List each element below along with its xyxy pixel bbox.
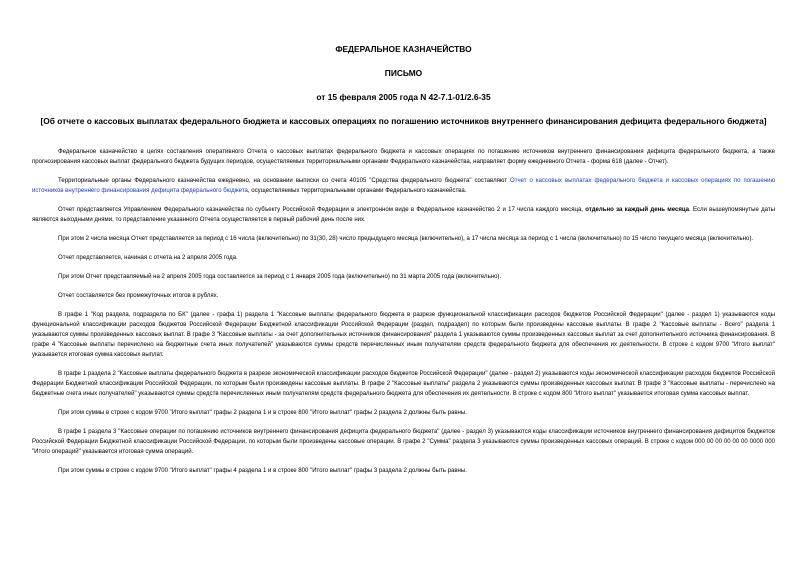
paragraph-9: В графе 1 раздела 2 "Кассовые выплаты федерального бюджета в разрезе экономической классификации расходов бюджетов Российской Федерации" (далее - раздел 2) указываются коды экономической классификации расходов бюджетов Российской Федерации Бюджетной классификации Российской Федерации, по которым были произведены кассовые выплаты. В графе 2 "Кассовые выплаты" раздела 2 указываются суммы произведенных кассовых выплат. В графе 3 "Кассовые выплаты - перечислено на бюджетные счета иных получателей" указываются суммы средств перечисленных иным получателям средств федерального бюджета для обеспечения их деятельности. В строке с кодом 800 "Итого выплат" указывается итоговая сумма кассовых выплат.: [32, 371, 775, 397]
doc-date-number: от 15 февраля 2005 года N 42-7.1-01/2.6-35: [316, 92, 491, 102]
paragraph-4: При этом 2 числа месяца Отчет представляется за период с 16 числа (включительно) по 31(30, 28) число предыдущего месяца (включительно), а 17 числа месяца за период с 1 числа (включительно) по 15 число текущего месяца (включительно).: [58, 236, 754, 242]
doc-type-title: ПИСЬМО: [384, 68, 423, 78]
paragraph-1: Федеральное казначейство в целях составления оперативного Отчета о кассовых выплатах федерального бюджета и кассовых операциях по погашению источников внутреннего финансирования дефицита федерального бюджета, а также прогнозирования кассовых выплат федерального бюджета будущих периодов, осуществляемых территориальными органами Федерального казначейства, направляет форму ежедневного Отчета - форма 618 (далее - Отчет).: [32, 149, 775, 165]
paragraph-3-text-end: . Если вышеупомянутые даты являются выходными днями, то представление указанного Отчета осуществляется в первый рабочий день после них.: [32, 207, 775, 223]
document-body: [32, 147, 775, 476]
paragraph-2-text-start: Территориальные органы Федерального казначейства ежедневно, на основании выписки со счета 40105 "Средства федерального бюджета" составляют: [58, 178, 510, 184]
paragraph-2: [32, 176, 775, 196]
paragraph-7: Отчет составляется без промежуточных итогов в рублях.: [58, 293, 219, 299]
paragraph-2-text-end: , осуществляемых территориальными органами Федерального казначейства.: [247, 188, 467, 194]
paragraph-3-bold: отдельно за каждый день месяца: [585, 207, 690, 213]
paragraph-3: [32, 205, 775, 225]
report-form-link[interactable]: Отчет о кассовых выплатах федерального бюджета и кассовых операциях по погашению источников внутреннего финансирования дефицита федерального бюджета: [32, 178, 775, 194]
paragraph-11: В графе 1 раздела 3 "Кассовые операции по погашению источников внутреннего финансирования дефицита федерального бюджета" (далее - раздел 3) указываются коды классификации источников внутреннего финансирования дефицитов бюджетов Российской Федерации Бюджетной классификации Российской Федерации, по которым были произведены кассовые операции. В графе 2 "Сумма" раздела 3 указываются суммы произведенных кассовых операций. В строке с кодом 000 00 00 00 00 00 0000 000 "Итого операций" указывается итоговая сумма операций.: [32, 429, 775, 455]
paragraph-8: В графе 1 "Код раздела, подраздела по БК" (далее - графа 1) раздела 1 "Кассовые выплаты федерального бюджета в разрезе функциональной классификации расходов бюджетов Российской Федерации" (далее - раздел 1) указываются коды функциональной классификации расходов бюджетов Российской Федерации Бюджетной классификации Российской Федерации (раздел, подраздел) по которым были произведены кассовые выплаты. В графе 2 "Кассовые выплаты - Всего" раздела 1 указываются суммы произведенных кассовых выплат. В графе 3 "Кассовые выплаты - за счет дополнительных источников финансирования" раздела 1 указываются суммы произведенных кассовых выплат за счет дополнительного источника финансирования. В графе 4 "Кассовые выплаты перечислено на бюджетные счета иных получателей" указываются суммы средств перечисленных иным получателям средств федерального бюджета для обеспечения их деятельности. В строке с кодом 9700 "Итого выплат" указывается итоговая сумма кассовых выплат.: [32, 312, 775, 358]
paragraph-12: При этом суммы в строке с кодом 9700 "Итого выплат" графы 4 раздела 1 и в строке 800 "Итого выплат" графы 3 раздела 2 должны быть равны.: [58, 468, 467, 474]
paragraph-10: При этом суммы в строке с кодом 9700 "Итого выплат" графы 2 раздела 1 и в строке 800 "Итого выплат" графы 2 раздела 2 должны быть равны.: [58, 410, 467, 416]
org-title: ФЕДЕРАЛЬНОЕ КАЗНАЧЕЙСТВО: [335, 44, 472, 54]
doc-subject: [Об отчете о кассовых выплатах федерального бюджета и кассовых операциях по погашению источников внутреннего финансирования дефицита федерального бюджета]: [40, 116, 767, 126]
paragraph-3-text-start: Отчет представляется Управлением Федерального казначейства по субъекту Российской Федерации в электронном виде в Федеральное казначейство 2 и 17 числа каждого месяца,: [58, 207, 586, 213]
paragraph-6: При этом Отчет представляемый на 2 апреля 2005 года составляется за период с 1 января 2005 года (включительно) по 31 марта 2005 года (включительно).: [58, 274, 502, 280]
paragraph-5: Отчет представляется, начиная с отчета на 2 апреля 2005 года.: [58, 255, 238, 261]
